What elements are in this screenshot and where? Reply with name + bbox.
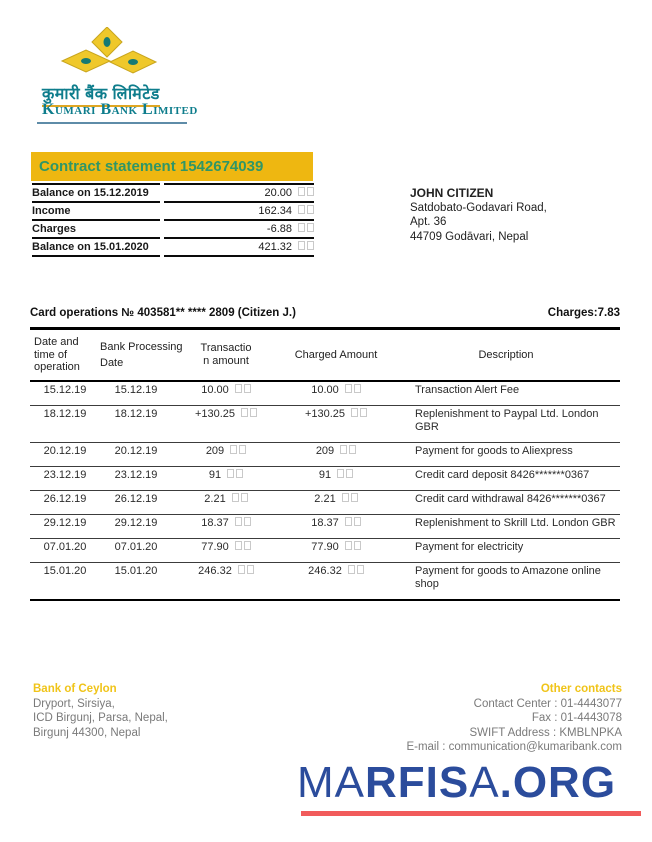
missing-currency-glyph <box>354 541 361 550</box>
amount-value: 2.21 <box>204 493 226 505</box>
operation-date: 15.01.20 <box>30 563 100 601</box>
missing-currency-glyph <box>244 541 251 550</box>
summary-value <box>164 183 314 201</box>
missing-currency-glyph <box>239 445 246 454</box>
summary-row <box>32 183 314 201</box>
missing-currency-glyph <box>345 384 352 393</box>
summary-amount: 20.00 <box>264 187 292 199</box>
transaction-amount <box>172 539 280 563</box>
missing-currency-glyph <box>357 565 364 574</box>
card-operations-charges: Charges:7.83 <box>547 307 620 319</box>
amount-value: 246.32 <box>198 565 232 577</box>
operation-date: 29.12.19 <box>30 515 100 539</box>
marfisa-letter-group: .ORG <box>499 758 617 807</box>
card-operations-header <box>30 307 620 319</box>
summary-row <box>32 219 314 237</box>
table-row <box>30 467 620 491</box>
table-row <box>30 515 620 539</box>
operation-description: Credit card deposit 8426*******0367 <box>392 467 620 491</box>
email-line: E-mail : communication@kumaribank.com <box>406 741 622 753</box>
operation-date: 26.12.19 <box>30 491 100 515</box>
amount-value: 209 <box>315 445 335 457</box>
table-row <box>30 539 620 563</box>
col-header-date: Date and time of operation <box>30 329 100 382</box>
operation-description: Payment for goods to Amazone online shop <box>392 563 620 601</box>
summary-amount: 421.32 <box>258 241 292 253</box>
marfisa-watermark <box>297 757 616 809</box>
missing-currency-glyph <box>244 517 251 526</box>
operation-description: Transaction Alert Fee <box>392 381 620 406</box>
amount-value: 2.21 <box>314 493 336 505</box>
processing-date: 15.01.20 <box>100 563 172 601</box>
logo-divider <box>37 122 187 124</box>
amount-value: 209 <box>205 445 225 457</box>
customer-address-line: Satdobato-Godavari Road, <box>410 201 547 214</box>
amount-value: 91 <box>318 469 332 481</box>
missing-currency-glyph <box>241 408 248 417</box>
amount-value: 10.00 <box>311 384 339 396</box>
missing-currency-glyph <box>337 469 344 478</box>
missing-currency-glyph <box>232 493 239 502</box>
missing-currency-glyph <box>307 223 314 232</box>
missing-currency-glyph <box>307 241 314 250</box>
missing-currency-glyph <box>345 517 352 526</box>
transaction-amount <box>172 443 280 467</box>
summary-label: Balance on 15.01.2020 <box>32 237 160 257</box>
missing-currency-glyph <box>298 187 305 196</box>
operation-date: 07.01.20 <box>30 539 100 563</box>
amount-value: 77.90 <box>311 541 339 553</box>
fax-line: Fax : 01-4443078 <box>531 712 622 724</box>
operation-description: Credit card withdrawal 8426*******0367 <box>392 491 620 515</box>
col-header-charged-amount: Charged Amount <box>280 329 392 382</box>
missing-currency-glyph <box>241 493 248 502</box>
processing-date: 07.01.20 <box>100 539 172 563</box>
missing-currency-glyph <box>235 384 242 393</box>
amount-value: 246.32 <box>308 565 342 577</box>
missing-currency-glyph <box>307 205 314 214</box>
amount-value: 18.37 <box>201 517 229 529</box>
marfisa-letter-group: RFIS <box>365 758 470 807</box>
amount-value: 18.37 <box>311 517 339 529</box>
missing-currency-glyph <box>346 469 353 478</box>
operation-date: 18.12.19 <box>30 406 100 443</box>
missing-currency-glyph <box>247 565 254 574</box>
missing-currency-glyph <box>230 445 237 454</box>
missing-currency-glyph <box>235 541 242 550</box>
amount-value: 91 <box>208 469 222 481</box>
marfisa-letter-group: A <box>469 758 500 807</box>
branch-title: Bank of Ceylon <box>33 683 117 695</box>
other-contacts-title: Other contacts <box>540 683 622 695</box>
operation-description: Replenishment to Skrill Ltd. London GBR <box>392 515 620 539</box>
bank-name-devanagari: कुमारी बैंक लिमिटेड <box>42 82 160 107</box>
missing-currency-glyph <box>307 187 314 196</box>
missing-currency-glyph <box>250 408 257 417</box>
transaction-amount <box>172 467 280 491</box>
missing-currency-glyph <box>360 408 367 417</box>
summary-label: Income <box>32 201 160 219</box>
charged-amount <box>280 539 392 563</box>
operation-description: Payment for electricity <box>392 539 620 563</box>
missing-currency-glyph <box>298 241 305 250</box>
summary-row <box>32 237 314 257</box>
card-table-header-row <box>30 329 620 382</box>
customer-address-line: 44709 Godāvari, Nepal <box>410 230 529 243</box>
operation-description: Payment for goods to Aliexpress <box>392 443 620 467</box>
table-row <box>30 563 620 601</box>
charged-amount <box>280 563 392 601</box>
processing-date: 23.12.19 <box>100 467 172 491</box>
swift-line: SWIFT Address : KMBLNPKA <box>469 726 622 739</box>
table-row <box>30 406 620 443</box>
summary-amount: -6.88 <box>266 223 292 235</box>
missing-currency-glyph <box>351 408 358 417</box>
col-header-processing-date: Bank Processing Date <box>100 329 172 382</box>
statement-title: Contract statement 1542674039 <box>39 158 264 175</box>
marfisa-underline <box>301 811 641 816</box>
processing-date: 26.12.19 <box>100 491 172 515</box>
missing-currency-glyph <box>236 469 243 478</box>
summary-amount: 162.34 <box>258 205 292 217</box>
contact-center-line: Contact Center : 01-4443077 <box>473 697 622 710</box>
col-header-transaction-amount: Transactio n amount <box>172 329 280 382</box>
summary-value <box>164 219 314 237</box>
bank-branch-block <box>33 682 168 740</box>
transaction-amount <box>172 563 280 601</box>
three-diamonds-icon <box>60 27 160 77</box>
operation-description: Replenishment to Paypal Ltd. London GBR <box>392 406 620 443</box>
missing-currency-glyph <box>345 541 352 550</box>
missing-currency-glyph <box>351 493 358 502</box>
missing-currency-glyph <box>298 223 305 232</box>
customer-address-block <box>410 186 547 244</box>
table-row <box>30 381 620 406</box>
summary-label: Balance on 15.12.2019 <box>32 183 160 201</box>
missing-currency-glyph <box>227 469 234 478</box>
amount-value: +130.25 <box>304 408 346 420</box>
charged-amount <box>280 491 392 515</box>
statement-title-bar <box>31 152 313 181</box>
branch-address-line: Birgunj 44300, Nepal <box>33 726 141 739</box>
processing-date: 18.12.19 <box>100 406 172 443</box>
charged-amount <box>280 406 392 443</box>
card-operations-table <box>30 327 620 601</box>
missing-currency-glyph <box>342 493 349 502</box>
bank-name-english: Kumari Bank Limited <box>42 101 198 118</box>
operation-date: 23.12.19 <box>30 467 100 491</box>
missing-currency-glyph <box>238 565 245 574</box>
operation-date: 15.12.19 <box>30 381 100 406</box>
col-header-description: Description <box>392 329 620 382</box>
amount-value: +130.25 <box>194 408 236 420</box>
table-row <box>30 443 620 467</box>
missing-currency-glyph <box>354 517 361 526</box>
summary-value <box>164 237 314 257</box>
amount-value: 77.90 <box>201 541 229 553</box>
balance-summary-table <box>28 183 318 257</box>
processing-date: 29.12.19 <box>100 515 172 539</box>
missing-currency-glyph <box>340 445 347 454</box>
amount-value: 10.00 <box>201 384 229 396</box>
charged-amount <box>280 467 392 491</box>
other-contacts-block <box>406 682 622 755</box>
transaction-amount <box>172 381 280 406</box>
table-row <box>30 491 620 515</box>
missing-currency-glyph <box>349 445 356 454</box>
transaction-amount <box>172 491 280 515</box>
charged-amount <box>280 443 392 467</box>
charged-amount <box>280 515 392 539</box>
missing-currency-glyph <box>244 384 251 393</box>
transaction-amount <box>172 406 280 443</box>
transaction-amount <box>172 515 280 539</box>
branch-address-line: ICD Birgunj, Parsa, Nepal, <box>33 712 168 724</box>
marfisa-letter-group: MA <box>297 758 365 807</box>
card-operations-title: Card operations № 403581** **** 2809 (Citizen J.) <box>30 307 296 319</box>
summary-label: Charges <box>32 219 160 237</box>
customer-name: JOHN CITIZEN <box>410 186 494 200</box>
operation-date: 20.12.19 <box>30 443 100 467</box>
branch-address-line: Dryport, Sirsiya, <box>33 697 115 710</box>
processing-date: 15.12.19 <box>100 381 172 406</box>
missing-currency-glyph <box>235 517 242 526</box>
missing-currency-glyph <box>298 205 305 214</box>
summary-row <box>32 201 314 219</box>
summary-value <box>164 201 314 219</box>
charged-amount <box>280 381 392 406</box>
missing-currency-glyph <box>348 565 355 574</box>
missing-currency-glyph <box>354 384 361 393</box>
customer-address-line: Apt. 36 <box>410 216 447 228</box>
processing-date: 20.12.19 <box>100 443 172 467</box>
